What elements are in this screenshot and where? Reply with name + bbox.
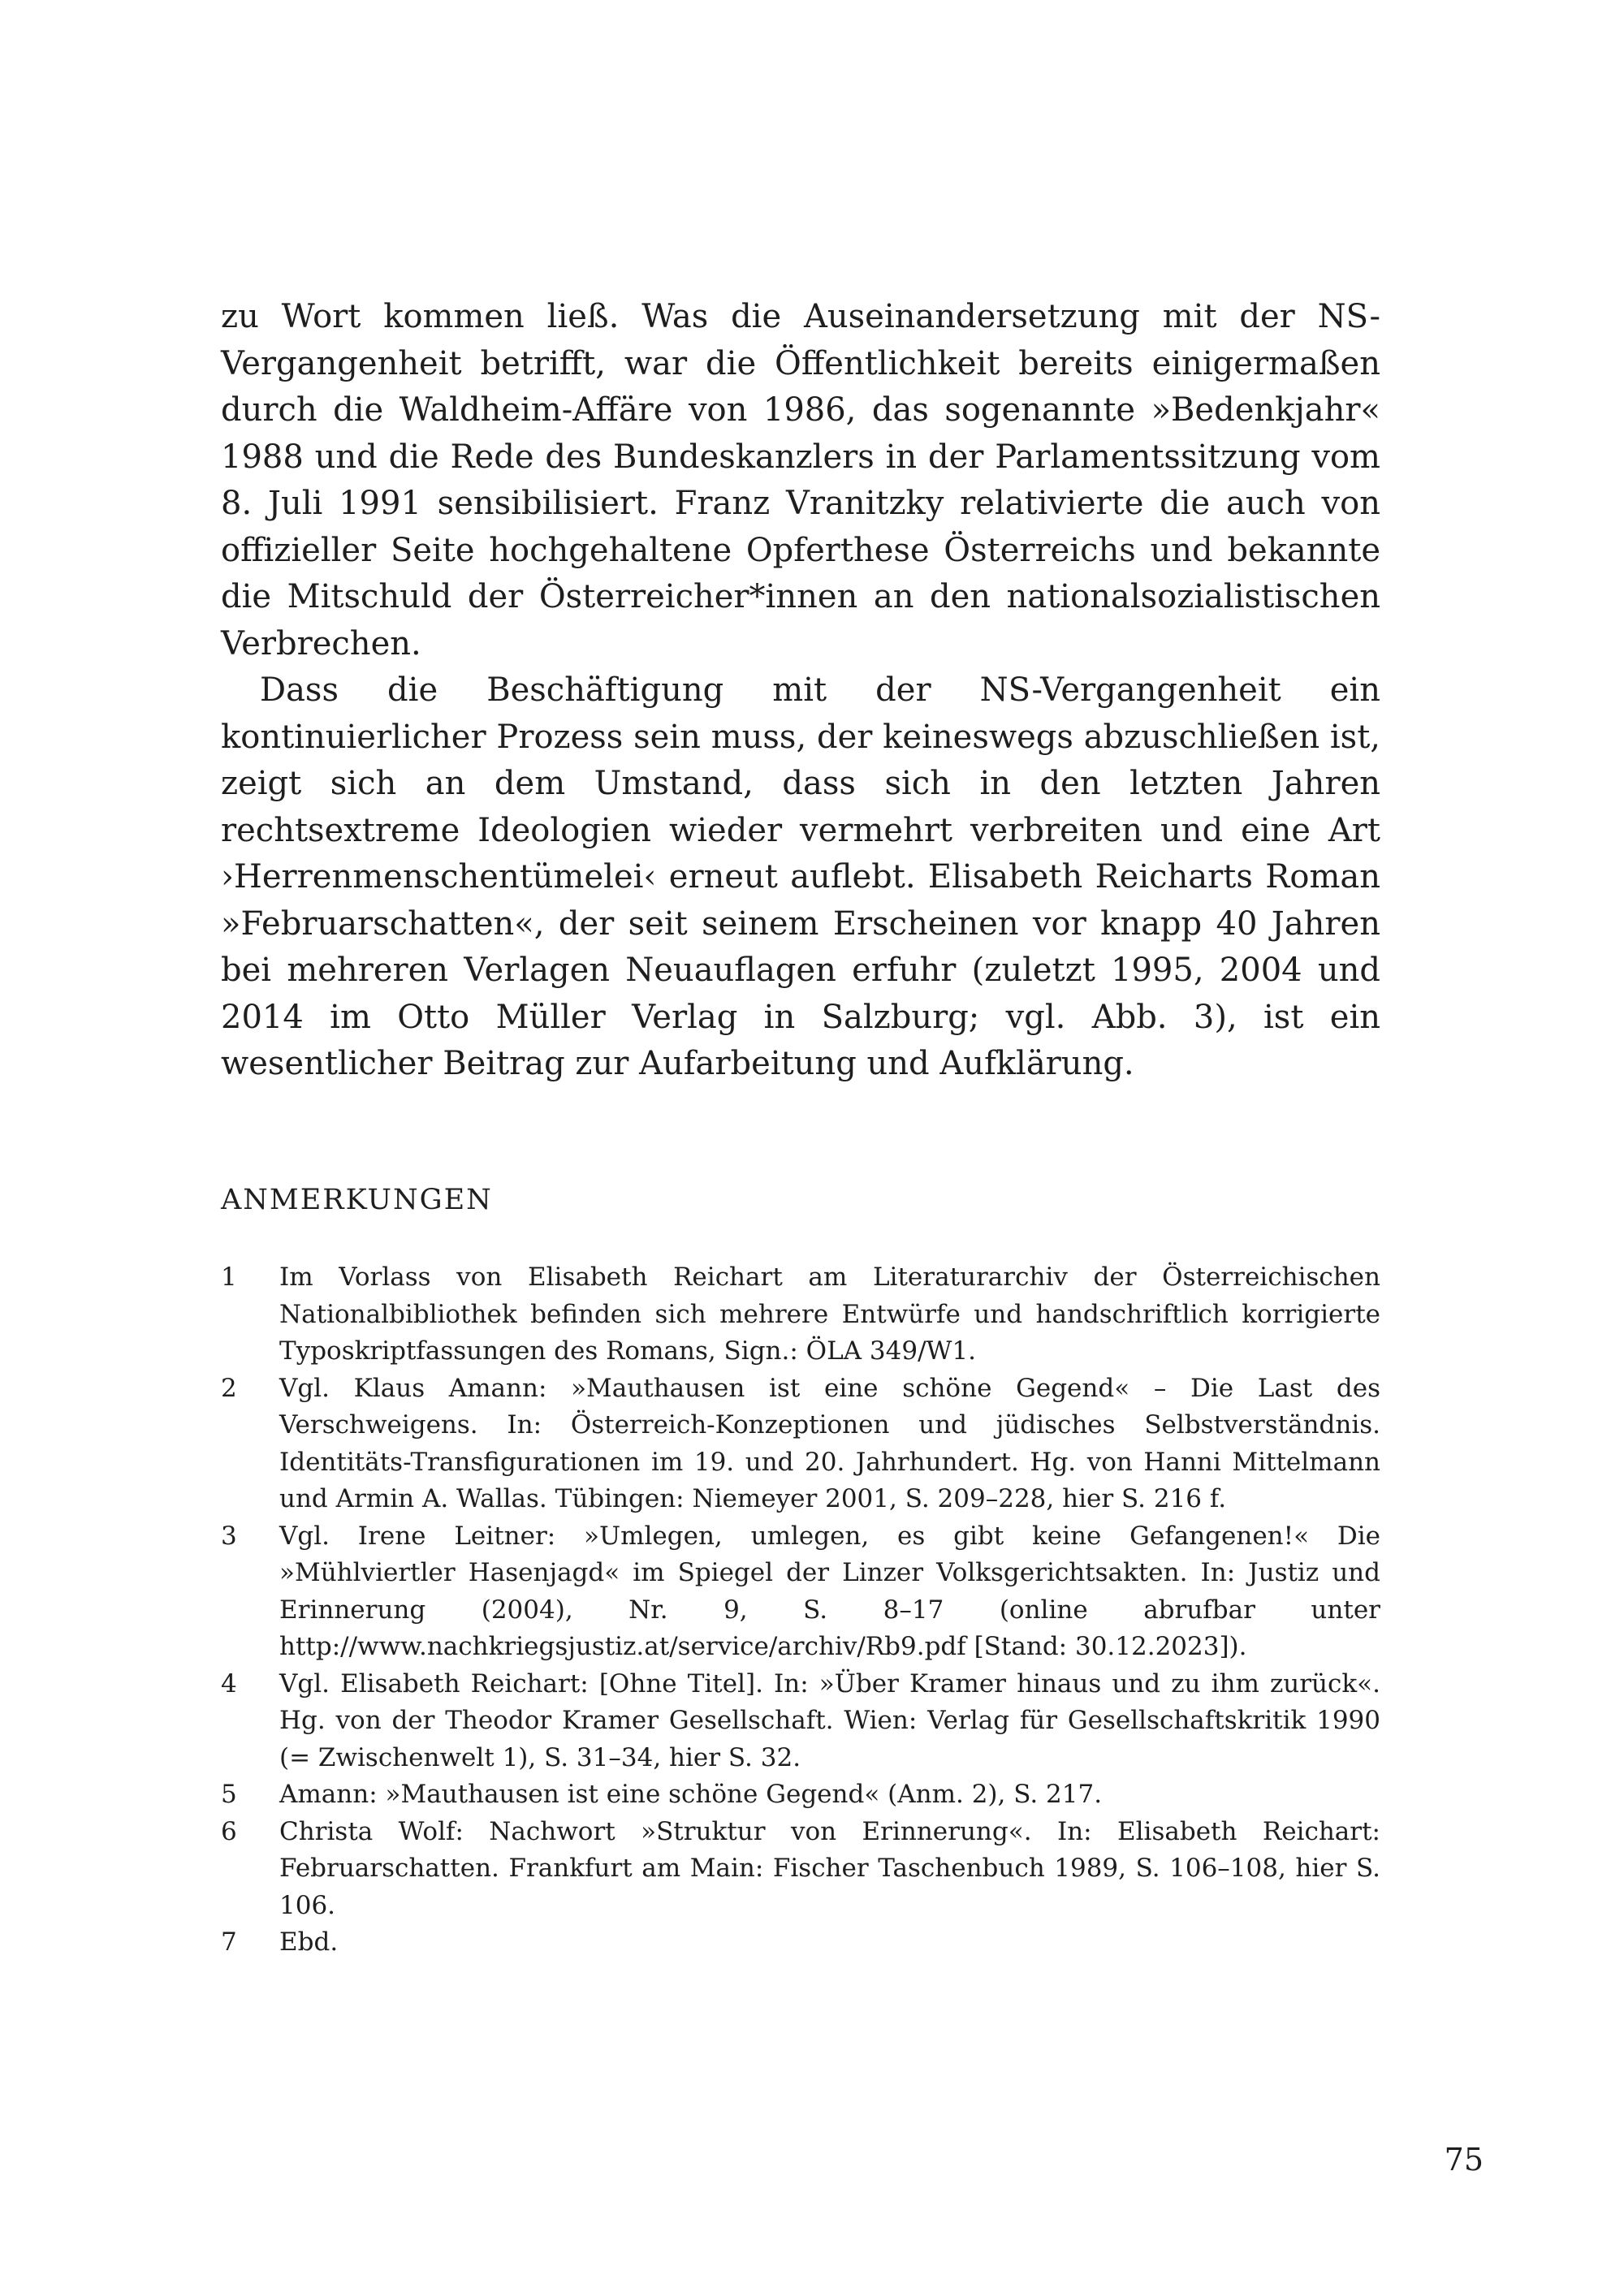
endnote [221, 1666, 1380, 1777]
endnote-text: Im Vorlass von Elisabeth Reichart am Literaturarchiv der Österreichischen Nationalbibliothek befinden sich mehrere Entwürfe und handschriftlich korrigierte Typoskriptfassungen des Romans, Sign.: ÖLA 349/W1. [279, 1263, 1380, 1366]
endnote-number: 1 [221, 1263, 237, 1292]
endnote-text: Amann: »Mauthausen ist eine schöne Gegend« (Anm. 2), S. 217. [279, 1780, 1103, 1809]
endnote-text: Christa Wolf: Nachwort »Struktur von Erinnerung«. In: Elisabeth Reichart: Februarschatten. Frankfurt am Main: Fischer Taschenbuch 1989, S. 106–108, hier S. 106. [279, 1816, 1380, 1920]
endnote [221, 1924, 1380, 1962]
endnote [221, 1259, 1380, 1370]
endnote-number: 4 [221, 1668, 237, 1698]
endnote-text: Ebd. [279, 1927, 339, 1957]
endnote [221, 1370, 1380, 1518]
endnote-text: Vgl. Irene Leitner: »Umlegen, umlegen, es gibt keine Gefangenen!« Die »Mühlviertler Hasenjagd« im Spiegel der Linzer Volksgerichtsakten. In: Justiz und Erinnerung (2004), Nr. 9, S. 8–17 (online abrufbar unter http://www.nachkriegsjustiz.at/service/archiv/Rb9.pdf [Stand: 30.12.2023]). [279, 1521, 1380, 1661]
endnote [221, 1518, 1380, 1666]
endnote-number: 2 [221, 1373, 237, 1403]
endnote-text: Vgl. Klaus Amann: »Mauthausen ist eine schöne Gegend« – Die Last des Verschweigens. In: Österreich-Konzeptionen und jüdisches Selbstverständnis. Identitäts-Transfigurationen im 19. und 20. Jahrhundert. Hg. von Hanni Mittelmann und Armin A. Wallas. Tübingen: Niemeyer 2001, S. 209–228, hier S. 216 f. [279, 1373, 1380, 1513]
endnote-number: 6 [221, 1816, 237, 1846]
paragraph-2: Dass die Beschäftigung mit der NS-Vergangenheit ein kontinuierlicher Prozess sein muss, der keineswegs abzuschließen ist, zeigt sich an dem Umstand, dass sich in den letzten Jahren rechtsextreme Ideologien wieder vermehrt verbreiten und eine Art ›Herrenmenschentümelei‹ erneut auflebt. Elisabeth Reicharts Roman »Februarschatten«, der seit seinem Erscheinen vor knapp 40 Jahren bei mehreren Verlagen Neuauflagen erfuhr (zuletzt 1995, 2004 und 2014 im Otto Müller Verlag in Salzburg; vgl. Abb. 3), ist ein wesentlicher Beitrag zur Aufarbeitung und Aufklärung. [221, 671, 1380, 1082]
endnote-number: 3 [221, 1521, 237, 1551]
endnote [221, 1814, 1380, 1925]
page-number: 75 [1444, 2142, 1484, 2178]
endnote [221, 1776, 1380, 1814]
paragraph-1: zu Wort kommen ließ. Was die Auseinandersetzung mit der NS-Vergangenheit betrifft, war die Öffentlichkeit bereits einigermaßen durch die Waldheim-Affäre von 1986, das sogenannte »Bedenkjahr« 1988 und die Rede des Bundeskanzlers in der Parlamentssitzung vom 8. Juli 1991 sensibilisiert. Franz Vranitzky relativierte die auch von offizieller Seite hochgehaltene Opferthese Österreichs und bekannte die Mitschuld der Österreicher*innen an den nationalsozialistischen Verbrechen. [221, 298, 1380, 663]
endnote-number: 7 [221, 1927, 237, 1957]
endnote-number: 5 [221, 1780, 237, 1809]
endnotes-list [221, 1259, 1380, 1962]
endnote-text: Vgl. Elisabeth Reichart: [Ohne Titel]. In: »Über Kramer hinaus und zu ihm zurück«. Hg. von der Theodor Kramer Gesellschaft. Wien: Verlag für Gesellschaftskritik 1990 (= Zwischenwelt 1), S. 31–34, hier S. 32. [279, 1668, 1380, 1772]
main-text [221, 294, 1380, 1088]
notes-heading: ANMERKUNGEN [221, 1184, 493, 1216]
